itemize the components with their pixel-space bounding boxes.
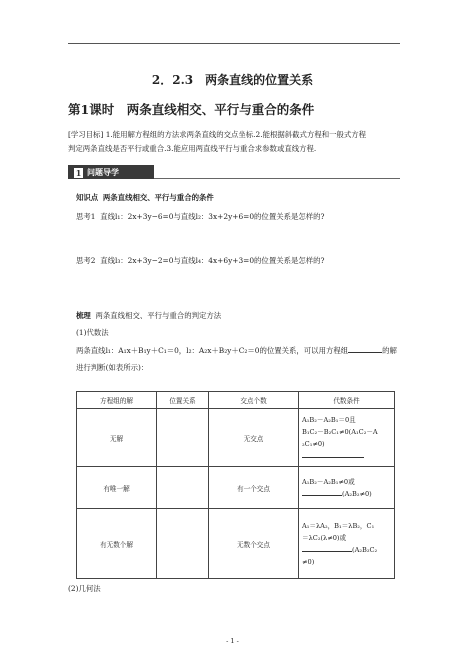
think-2-text: 直线l₃：2x+3y−2=0与直线l₄：4x+6y+3=0的位置关系是怎样的? <box>100 256 325 265</box>
cond-line: A₁B₂－A₂B₁≠0或 <box>302 477 355 486</box>
banner-label: 问题导学 <box>87 167 119 177</box>
algebra-heading: (1)代数法 <box>76 328 109 337</box>
geometry-heading: (2)几何法 <box>68 584 101 593</box>
summary-label: 梳理 <box>76 311 91 320</box>
goal-text-1: 1.能用解方程组的方法求两条直线的交点坐标.2.能根据斜截式方程和一般式方程 <box>105 130 367 139</box>
cell-relation <box>157 409 209 467</box>
knowledge-label: 知识点 <box>76 193 99 202</box>
cond-blank-row <box>302 544 391 556</box>
header-relation: 位置关系 <box>157 392 209 409</box>
cell-solution: 无解 <box>77 409 157 467</box>
goal-text-2: 判定两条直线是否平行或重合.3.能应用两直线平行与重合求参数或直线方程. <box>68 144 317 153</box>
cond-line: ＝λC₂(λ≠0)或 <box>302 533 347 542</box>
banner-badge <box>68 165 154 179</box>
algebra-line-1-b: 的解 <box>382 346 397 355</box>
think-1 <box>76 211 325 222</box>
cell-relation <box>157 467 209 509</box>
answer-blank <box>302 495 342 496</box>
section-banner <box>68 165 400 179</box>
cond-line: ₂C₁≠0) <box>302 439 325 448</box>
cell-relation <box>157 509 209 579</box>
summary <box>76 310 221 321</box>
cell-solution: 有无数个解 <box>77 509 157 579</box>
cell-points: 无交点 <box>209 409 299 467</box>
table-row <box>77 509 395 579</box>
banner-underline <box>154 178 400 179</box>
cond-line: (A₂B₂≠0) <box>342 489 372 498</box>
answer-blank <box>302 457 364 458</box>
learning-goal <box>68 128 400 156</box>
cond-line: A₁＝λA₂，B₁＝λB₂，C₁ <box>302 521 375 530</box>
think-1-text: 直线l₁：2x+3y−6=0与直线l₂：3x+2y+6=0的位置关系是怎样的? <box>100 212 325 221</box>
lesson-title: 第1课时 两条直线相交、平行与重合的条件 <box>68 102 315 117</box>
section-title: 2．2.3 两条直线的位置关系 <box>151 73 314 87</box>
banner-number: 1 <box>75 168 82 178</box>
table-row <box>77 467 395 509</box>
think-2-label: 思考2 <box>76 256 96 265</box>
algebra-line-1-a: 两条直线l₁：A₁x＋B₁y＋C₁＝0，l₂：A₂x＋B₂y＋C₂＝0的位置关系，可以用方程组 <box>76 346 349 355</box>
knowledge-point <box>76 192 214 203</box>
think-1-label: 思考1 <box>76 212 96 221</box>
cell-solution: 有唯一解 <box>77 467 157 509</box>
knowledge-text: 两条直线相交、平行与重合的条件 <box>102 193 214 202</box>
cell-condition <box>299 509 395 579</box>
cond-line: B₁C₂－B₂C₁≠0(A₁C₂－A <box>302 427 378 436</box>
think-2 <box>76 255 325 266</box>
algebra-blank <box>348 352 382 353</box>
summary-text: 两条直线相交、平行与重合的判定方法 <box>95 311 222 320</box>
header-points: 交点个数 <box>209 392 299 409</box>
cond-blank-row <box>302 450 391 462</box>
cell-condition <box>299 467 395 509</box>
cell-condition <box>299 409 395 467</box>
cond-line: A₁B₂－A₂B₁＝0且 <box>302 415 356 424</box>
cond-line: (A₂B₂C₂ <box>352 545 378 554</box>
criteria-table <box>76 391 395 579</box>
goal-line-1 <box>68 128 400 142</box>
header-rule <box>68 43 400 44</box>
answer-blank <box>302 551 352 552</box>
header-condition: 代数条件 <box>299 392 395 409</box>
algebra-line-1 <box>76 345 397 356</box>
cell-points: 有一个交点 <box>209 467 299 509</box>
cond-line: ≠0) <box>302 557 315 566</box>
page-number: - 1 - <box>226 637 239 645</box>
table-header-row <box>77 392 395 409</box>
cond-blank-row <box>302 488 391 500</box>
table-row <box>77 409 395 467</box>
header-solution: 方程组的解 <box>77 392 157 409</box>
algebra-line-2: 进行判断(如表所示)： <box>76 363 149 372</box>
goal-tag: [学习目标] <box>68 130 104 139</box>
cell-points: 无数个交点 <box>209 509 299 579</box>
